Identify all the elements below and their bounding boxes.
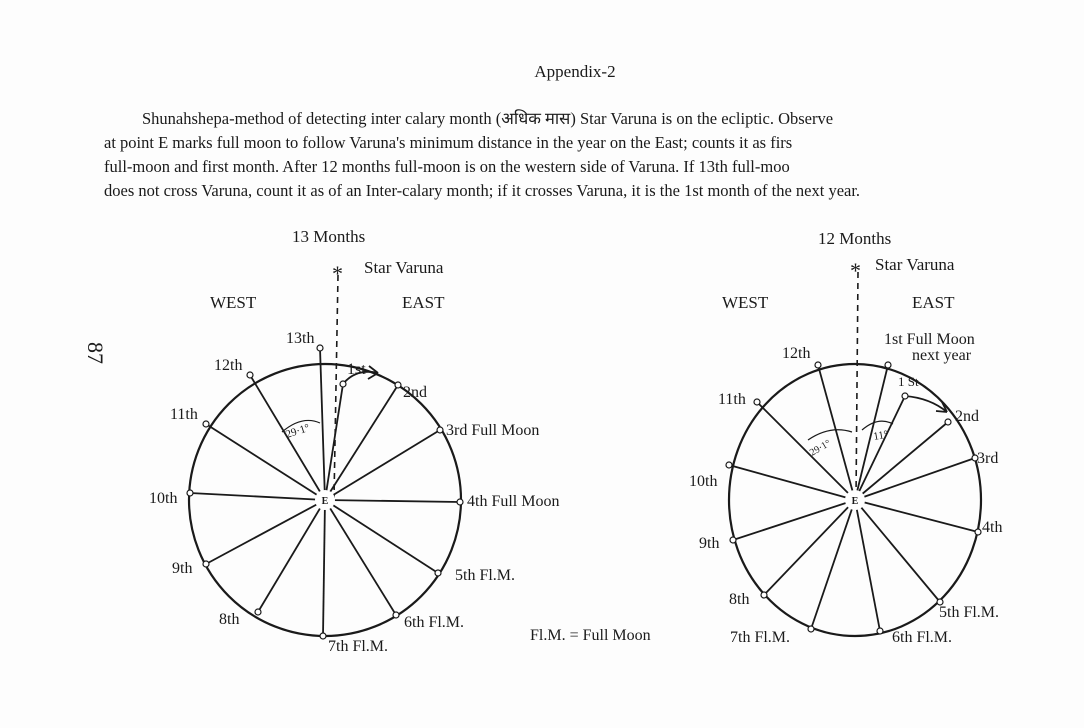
left-label-8th: 8th xyxy=(219,611,240,628)
left-label-2nd: 2nd xyxy=(403,384,427,401)
right-center-label: E xyxy=(851,496,859,507)
paragraph-line: does not cross Varuna, count it as of an Inter-calary month; if it crosses Varuna, it is the 1st month of the next year. xyxy=(104,181,861,200)
left-label-10th: 10th xyxy=(149,490,178,507)
right-angle-arc-a xyxy=(808,430,852,440)
left-east-label: EAST xyxy=(402,293,445,312)
left-label-12th: 12th xyxy=(214,357,243,374)
left-varuna-line xyxy=(334,275,338,498)
left-label-9th: 9th xyxy=(172,560,193,577)
right-star-label: Star Varuna xyxy=(875,255,955,274)
right-label-next-year: next year xyxy=(912,347,972,364)
right-label-7th: 7th Fl.M. xyxy=(730,629,791,646)
right-label-4th: 4th xyxy=(982,519,1003,536)
left-heading: 13 Months xyxy=(292,227,366,246)
right-varuna-line xyxy=(856,272,858,498)
left-label-3rd: 3rd Full Moon xyxy=(446,422,540,439)
right-label-8th: 8th xyxy=(729,591,750,608)
left-label-13th: 13th xyxy=(286,330,315,347)
left-label-4th: 4th Full Moon xyxy=(467,493,560,510)
right-label-first-next: 1st Full Moon xyxy=(884,331,975,348)
paragraph-line: Shunahshepa-method of detecting inter calary month (अधिक मास) Star Varuna is on the ecliptic. Observe xyxy=(142,109,834,128)
left-label-11th: 11th xyxy=(170,406,198,423)
right-west-label: WEST xyxy=(722,293,769,312)
right-heading: 12 Months xyxy=(818,229,892,248)
paragraph-line: at point E marks full moon to follow Varuna's minimum distance in the year on the East; counts it as firs xyxy=(104,133,793,152)
page-number: 87 xyxy=(83,342,108,364)
right-arrow-arc xyxy=(905,396,947,412)
left-west-label: WEST xyxy=(210,293,257,312)
right-label-10th: 10th xyxy=(689,473,718,490)
left-center-label: E xyxy=(321,496,329,507)
right-label-9th: 9th xyxy=(699,535,720,552)
left-label-7th: 7th Fl.M. xyxy=(328,638,389,655)
right-label-12th: 12th xyxy=(782,345,811,362)
right-angle-b-label: 11° xyxy=(872,428,890,443)
right-diagram xyxy=(689,229,1002,646)
left-diagram xyxy=(149,227,559,655)
right-label-1st: 1 St xyxy=(898,374,919,389)
page-title: Appendix-2 xyxy=(534,62,616,81)
right-label-3rd: 3rd xyxy=(977,450,999,467)
paragraph-line: full-moon and first month. After 12 months full-moon is on the western side of Varuna. If 13th full-moo xyxy=(104,157,790,176)
right-angle-a-label: 29·1° xyxy=(808,437,833,459)
right-star-icon: * xyxy=(850,258,861,283)
left-label-1st: 1st xyxy=(347,361,366,378)
legend-fullmoon: Fl.M. = Full Moon xyxy=(530,627,651,644)
left-label-6th: 6th Fl.M. xyxy=(404,614,465,631)
right-label-5th: 5th Fl.M. xyxy=(939,604,1000,621)
right-label-11th: 11th xyxy=(718,391,746,408)
left-star-icon: * xyxy=(332,261,343,286)
right-east-label: EAST xyxy=(912,293,955,312)
left-star-label: Star Varuna xyxy=(364,258,444,277)
left-angle-label: 29·1° xyxy=(284,421,312,441)
right-label-2nd: 2nd xyxy=(955,408,979,425)
left-label-5th: 5th Fl.M. xyxy=(455,567,516,584)
right-label-6th: 6th Fl.M. xyxy=(892,629,953,646)
